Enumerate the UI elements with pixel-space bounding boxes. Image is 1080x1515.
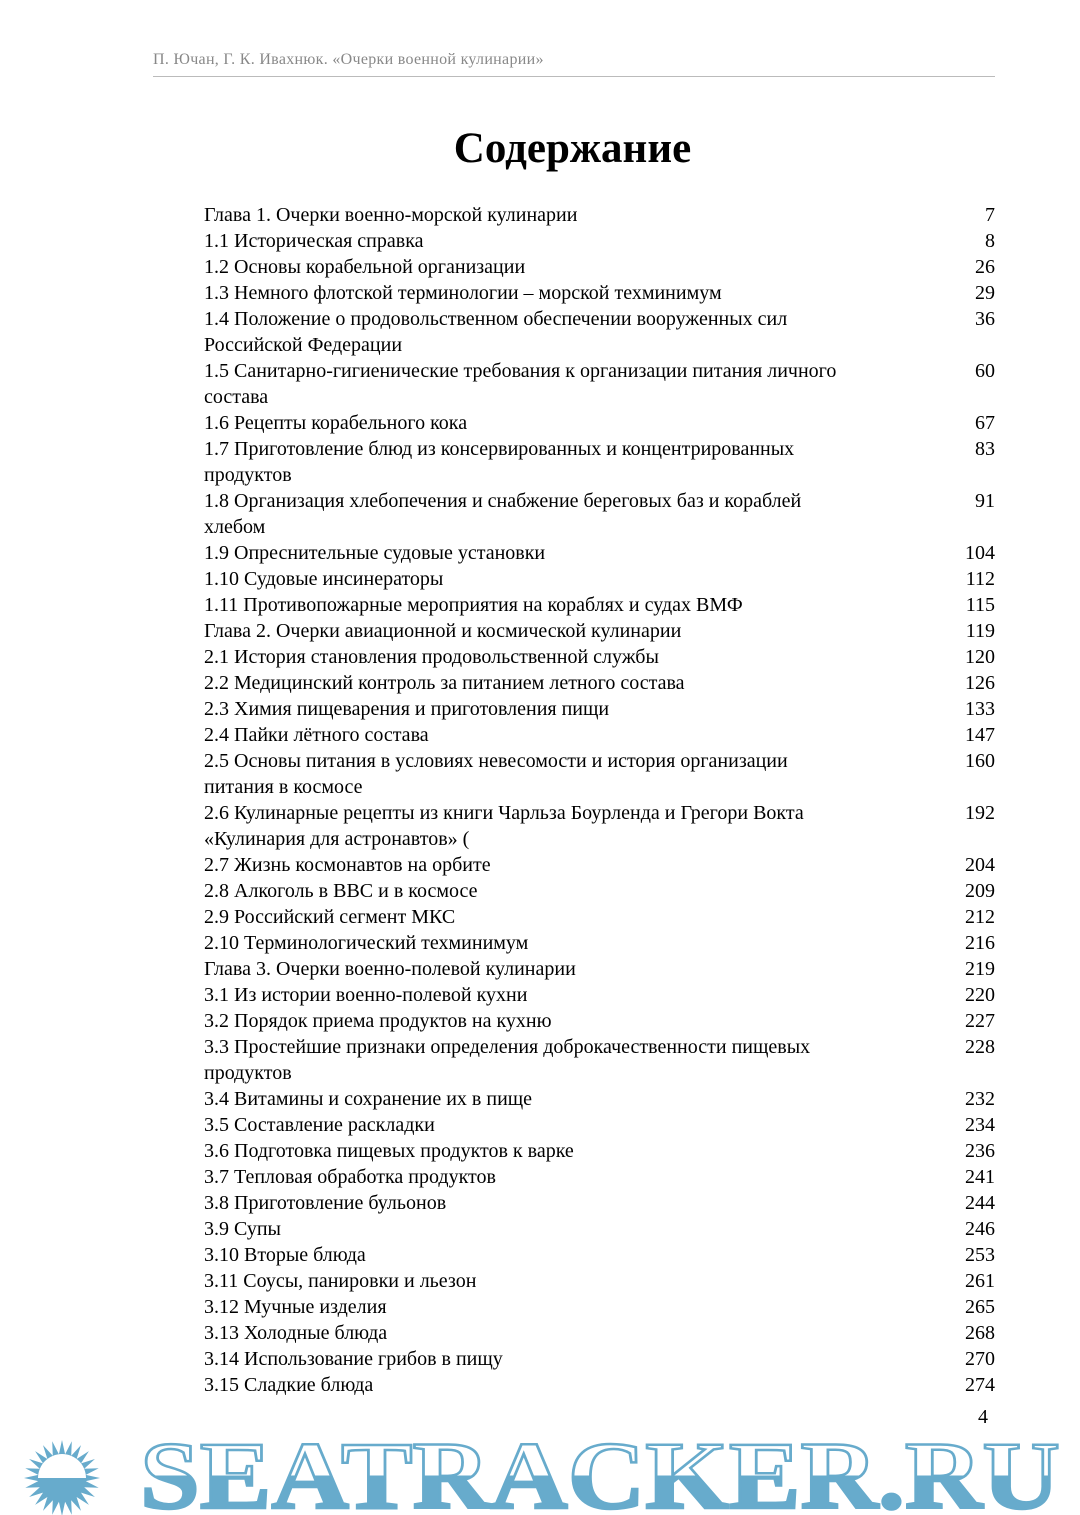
toc-entry-page: 119 — [965, 620, 995, 642]
toc-entry-title: 3.9 Супы — [204, 1218, 281, 1240]
toc-entry[interactable] — [204, 1086, 995, 1112]
toc-entry-page: 36 — [975, 308, 995, 330]
toc-entry[interactable] — [204, 1346, 995, 1372]
toc-entry-page: 236 — [965, 1140, 995, 1162]
toc-entry-page: 268 — [965, 1322, 995, 1344]
page-number: 4 — [978, 1406, 988, 1428]
toc-entry[interactable] — [204, 852, 995, 878]
toc-entry[interactable] — [204, 488, 995, 540]
toc-entry[interactable] — [204, 1268, 995, 1294]
toc-entry-page: 232 — [965, 1088, 995, 1110]
toc-entry[interactable] — [204, 748, 995, 800]
toc-entry-page: 26 — [975, 256, 995, 278]
toc-entry-page: 220 — [965, 984, 995, 1006]
table-of-contents — [204, 202, 995, 1398]
toc-entry-page: 147 — [965, 724, 995, 746]
toc-entry-page: 115 — [965, 594, 995, 616]
toc-entry[interactable] — [204, 1242, 995, 1268]
toc-entry-title: 3.8 Приготовление бульонов — [204, 1192, 447, 1214]
toc-entry-title: 3.12 Мучные изделия — [204, 1296, 387, 1318]
toc-entry[interactable] — [204, 254, 995, 280]
toc-entry-title: Глава 2. Очерки авиационной и космической кулинарии — [204, 620, 682, 642]
toc-entry[interactable] — [204, 280, 995, 306]
toc-entry[interactable] — [204, 800, 995, 852]
toc-entry[interactable] — [204, 1216, 995, 1242]
toc-entry[interactable] — [204, 1112, 995, 1138]
toc-entry[interactable] — [204, 1190, 995, 1216]
toc-entry-page: 274 — [965, 1374, 995, 1396]
toc-entry-page: 234 — [965, 1114, 995, 1136]
toc-entry-title: 3.15 Сладкие блюда — [204, 1374, 374, 1396]
toc-entry-page: 244 — [965, 1192, 995, 1214]
toc-entry-page: 160 — [965, 750, 995, 772]
toc-entry[interactable] — [204, 540, 995, 566]
toc-entry-page: 241 — [965, 1166, 995, 1188]
toc-entry[interactable] — [204, 566, 995, 592]
running-header: П. Ючан, Г. К. Ивахнюк. «Очерки военной кулинарии» — [153, 51, 544, 68]
toc-entry-title: Глава 1. Очерки военно-морской кулинарии — [204, 204, 578, 226]
toc-entry[interactable] — [204, 410, 995, 436]
toc-entry-page: 253 — [965, 1244, 995, 1266]
toc-entry-title: 1.6 Рецепты корабельного кока — [204, 412, 468, 434]
page-title: Содержание — [453, 125, 692, 172]
toc-entry-page: 270 — [965, 1348, 995, 1370]
toc-entry[interactable] — [204, 670, 995, 696]
toc-entry-page: 192 — [965, 802, 995, 824]
toc-entry-title: 3.4 Витамины и сохранение их в пище — [204, 1088, 533, 1110]
toc-entry-page: 120 — [965, 646, 995, 668]
toc-entry[interactable] — [204, 228, 995, 254]
toc-entry[interactable] — [204, 306, 995, 358]
toc-entry-page: 8 — [985, 230, 995, 252]
toc-entry-page: 261 — [965, 1270, 995, 1292]
toc-entry-page: 227 — [965, 1010, 995, 1032]
toc-entry[interactable] — [204, 1138, 995, 1164]
toc-entry-title: 2.3 Химия пищеварения и приготовления пищи — [204, 698, 610, 720]
header-divider — [153, 76, 995, 77]
toc-entry-title: 3.14 Использование грибов в пищу — [204, 1348, 503, 1370]
toc-entry[interactable] — [204, 1294, 995, 1320]
toc-entry-title: 3.13 Холодные блюда — [204, 1322, 388, 1344]
toc-entry-page: 60 — [975, 360, 995, 382]
toc-entry[interactable] — [204, 1372, 995, 1398]
toc-entry-page: 126 — [965, 672, 995, 694]
toc-entry-title: Глава 3. Очерки военно-полевой кулинарии — [204, 958, 576, 980]
toc-entry-title: 1.8 Организация хлебопечения и снабжение береговых баз и кораблей хлебом — [204, 490, 802, 538]
toc-entry-page: 209 — [965, 880, 995, 902]
toc-entry[interactable] — [204, 1164, 995, 1190]
toc-entry-title: 3.2 Порядок приема продуктов на кухню — [204, 1010, 552, 1032]
toc-entry-page: 104 — [965, 542, 995, 564]
toc-entry-title: 3.3 Простейшие признаки определения доброкачественности пищевых продуктов — [204, 1036, 811, 1084]
toc-entry-title: 1.2 Основы корабельной организации — [204, 256, 526, 278]
toc-entry-page: 112 — [965, 568, 995, 590]
toc-entry-title: 1.3 Немного флотской терминологии – морской техминимум — [204, 282, 722, 304]
toc-entry-title: 1.9 Опреснительные судовые установки — [204, 542, 546, 564]
toc-entry[interactable] — [204, 644, 995, 670]
toc-entry[interactable] — [204, 904, 995, 930]
toc-entry-page: 83 — [975, 438, 995, 460]
toc-entry-title: 2.2 Медицинский контроль за питанием летного состава — [204, 672, 685, 694]
toc-entry-title: 2.6 Кулинарные рецепты из книги Чарльза Боурленда и Грегори Вокта «Кулинария для астронавтов» ( — [204, 802, 804, 850]
toc-entry-title: 2.5 Основы питания в условиях невесомости и история организации питания в космосе — [204, 750, 788, 798]
toc-entry-title: 1.1 Историческая справка — [204, 230, 424, 252]
toc-entry-page: 228 — [965, 1036, 995, 1058]
toc-entry[interactable] — [204, 1320, 995, 1346]
toc-entry-title: 3.1 Из истории военно-полевой кухни — [204, 984, 528, 1006]
toc-entry-page: 7 — [985, 204, 995, 226]
toc-entry-title: 2.10 Терминологический техминимум — [204, 932, 529, 954]
toc-entry-title: 3.7 Тепловая обработка продуктов — [204, 1166, 496, 1188]
toc-entry-page: 91 — [975, 490, 995, 512]
seatracker-watermark-logo — [0, 1436, 1080, 1515]
toc-entry-title: 2.8 Алкоголь в ВВС и в космосе — [204, 880, 478, 902]
toc-entry-title: 1.10 Судовые инсинераторы — [204, 568, 444, 590]
toc-entry-title: 3.11 Соусы, панировки и льезон — [204, 1270, 477, 1292]
toc-entry-page: 216 — [965, 932, 995, 954]
toc-entry[interactable] — [204, 1034, 995, 1086]
toc-entry-title: 2.9 Российский сегмент МКС — [204, 906, 456, 928]
toc-entry-title: 2.7 Жизнь космонавтов на орбите — [204, 854, 491, 876]
toc-entry[interactable] — [204, 436, 995, 488]
toc-entry-page: 219 — [965, 958, 995, 980]
toc-entry[interactable] — [204, 956, 995, 982]
toc-entry-page: 133 — [965, 698, 995, 720]
watermark-text: SEATRACKER.RU — [140, 1436, 1060, 1515]
toc-entry-title: 3.10 Вторые блюда — [204, 1244, 366, 1266]
toc-entry-title: 2.4 Пайки лётного состава — [204, 724, 429, 746]
toc-entry[interactable] — [204, 982, 995, 1008]
toc-entry-page: 204 — [965, 854, 995, 876]
toc-entry[interactable] — [204, 358, 995, 410]
toc-entry[interactable] — [204, 696, 995, 722]
toc-entry-page: 67 — [975, 412, 995, 434]
toc-entry[interactable] — [204, 592, 995, 618]
toc-entry-page: 212 — [965, 906, 995, 928]
toc-entry[interactable] — [204, 722, 995, 748]
toc-entry-title: 3.5 Составление раскладки — [204, 1114, 435, 1136]
toc-entry-title: 1.7 Приготовление блюд из консервированных и концентрированных продуктов — [204, 438, 795, 486]
toc-entry-page: 265 — [965, 1296, 995, 1318]
toc-entry-title: 1.4 Положение о продовольственном обеспечении вооруженных сил Российской Федерации — [204, 308, 788, 356]
toc-entry-title: 2.1 История становления продовольственной службы — [204, 646, 659, 668]
sun-icon — [24, 1440, 100, 1515]
toc-entry[interactable] — [204, 1008, 995, 1034]
toc-entry-title: 3.6 Подготовка пищевых продуктов к варке — [204, 1140, 574, 1162]
toc-entry[interactable] — [204, 878, 995, 904]
toc-entry-title: 1.5 Санитарно-гигиенические требования к организации питания личного состава — [204, 360, 837, 408]
toc-entry[interactable] — [204, 202, 995, 228]
toc-entry-title: 1.11 Противопожарные мероприятия на кораблях и судах ВМФ — [204, 594, 743, 616]
toc-entry-page: 29 — [975, 282, 995, 304]
toc-entry[interactable] — [204, 618, 995, 644]
toc-entry-page: 246 — [965, 1218, 995, 1240]
toc-entry[interactable] — [204, 930, 995, 956]
